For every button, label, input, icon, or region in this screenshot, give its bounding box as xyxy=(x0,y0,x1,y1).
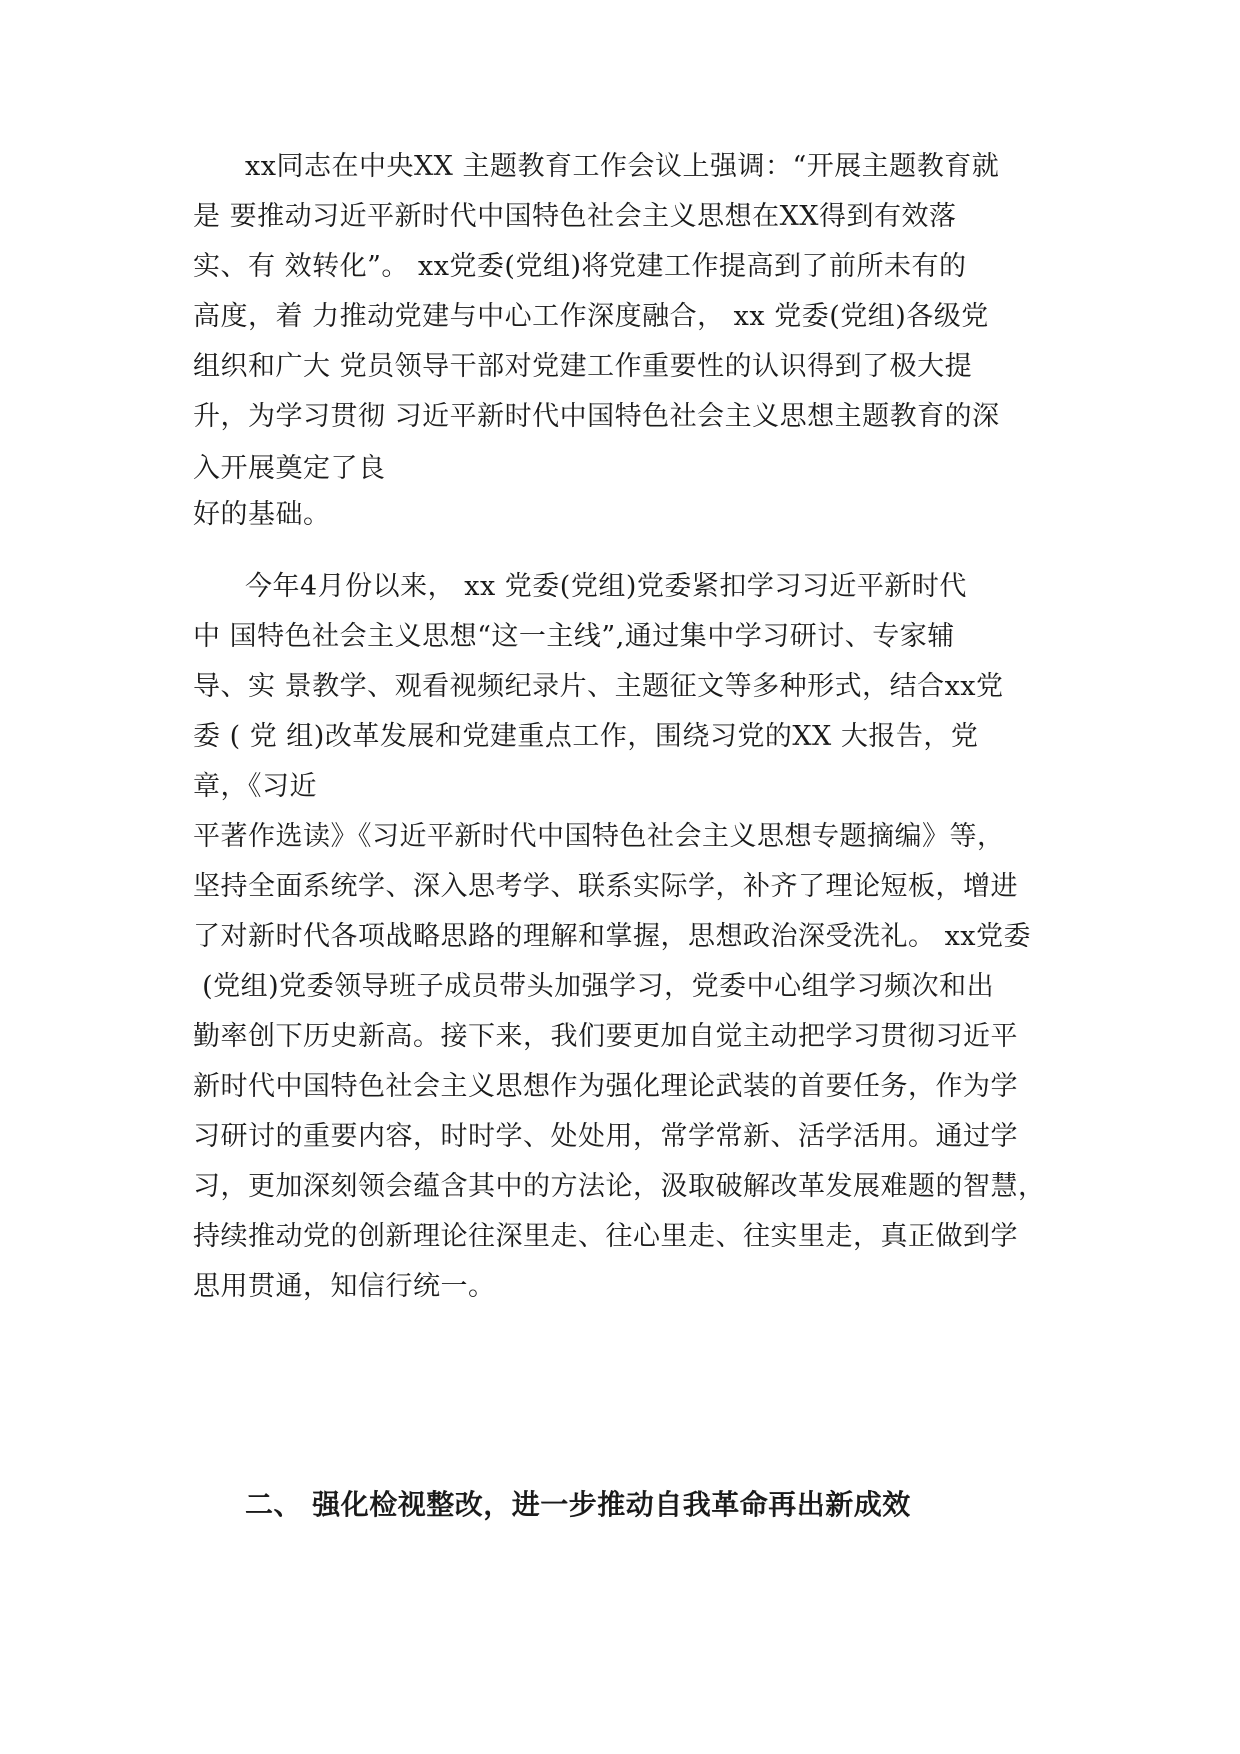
paragraph-2-line-9: (党组)党委领导班子成员带头加强学习，党委中心组学习频次和出 xyxy=(193,971,995,1002)
paragraph-1-line-6: 升，为学习贯彻 习近平新时代中国特色社会主义思想主题教育的深 xyxy=(193,401,1000,432)
paragraph-2-line-4: 委 ( 党 组)改革发展和党建重点工作，围绕习党的XX 大报告，党 xyxy=(193,721,979,752)
paragraph-1-line-7: 入开展奠定了良 xyxy=(193,453,386,484)
paragraph-2-line-7: 坚持全面系统学、深入思考学、联系实际学，补齐了理论短板，增进 xyxy=(193,871,1018,902)
paragraph-2-line-6: 平著作选读》《习近平新时代中国特色社会主义思想专题摘编》等， xyxy=(193,821,1005,852)
paragraph-2-line-14: 持续推动党的创新理论往深里走、往心里走、往实里走，真正做到学 xyxy=(193,1221,1018,1252)
paragraph-1-line-2: 是 要推动习近平新时代中国特色社会主义思想在XX得到有效落 xyxy=(193,201,957,232)
paragraph-1-line-1: xx同志在中央XX 主题教育工作会议上强调：“开展主题教育就 xyxy=(245,151,1000,182)
paragraph-1-line-4: 高度，着 力推动党建与中心工作深度融合， xx 党委(党组)各级党 xyxy=(193,301,989,332)
paragraph-1-line-8: 好的基础。 xyxy=(193,499,331,530)
paragraph-2-line-13: 习，更加深刻领会蕴含其中的方法论，汲取破解改革发展难题的智慧， xyxy=(193,1171,1046,1202)
paragraph-1-line-3: 实、有 效转化”。 xx党委(党组)将党建工作提高到了前所未有的 xyxy=(193,251,967,282)
paragraph-2-line-11: 新时代中国特色社会主义思想作为强化理论武装的首要任务，作为学 xyxy=(193,1071,1018,1102)
paragraph-2-line-10: 勤率创下历史新高。接下来，我们要更加自觉主动把学习贯彻习近平 xyxy=(193,1021,1018,1052)
paragraph-2-line-15: 思用贯通，知信行统一。 xyxy=(193,1271,496,1302)
paragraph-2-line-3: 导、实 景教学、观看视频纪录片、主题征文等多种形式，结合xx党 xyxy=(193,671,1004,702)
paragraph-2-line-5: 章，《习近 xyxy=(193,771,317,802)
paragraph-2-line-1: 今年4月份以来， xx 党委(党组)党委紧扣学习习近平新时代 xyxy=(245,571,967,602)
paragraph-1-line-5: 组织和广大 党员领导干部对党建工作重要性的认识得到了极大提 xyxy=(193,351,973,382)
paragraph-2-line-8: 了对新时代各项战略思路的理解和掌握，思想政治深受洗礼。 xx党委 xyxy=(193,921,1032,952)
paragraph-2-line-12: 习研讨的重要内容，时时学、处处用，常学常新、活学活用。通过学 xyxy=(193,1121,1018,1152)
paragraph-2-line-2: 中 国特色社会主义思想“这一主线”,通过集中学习研讨、专家辅 xyxy=(193,621,955,652)
section-heading: 二、 强化检视整改，进一步推动自我革命再出新成效 xyxy=(245,1488,911,1521)
